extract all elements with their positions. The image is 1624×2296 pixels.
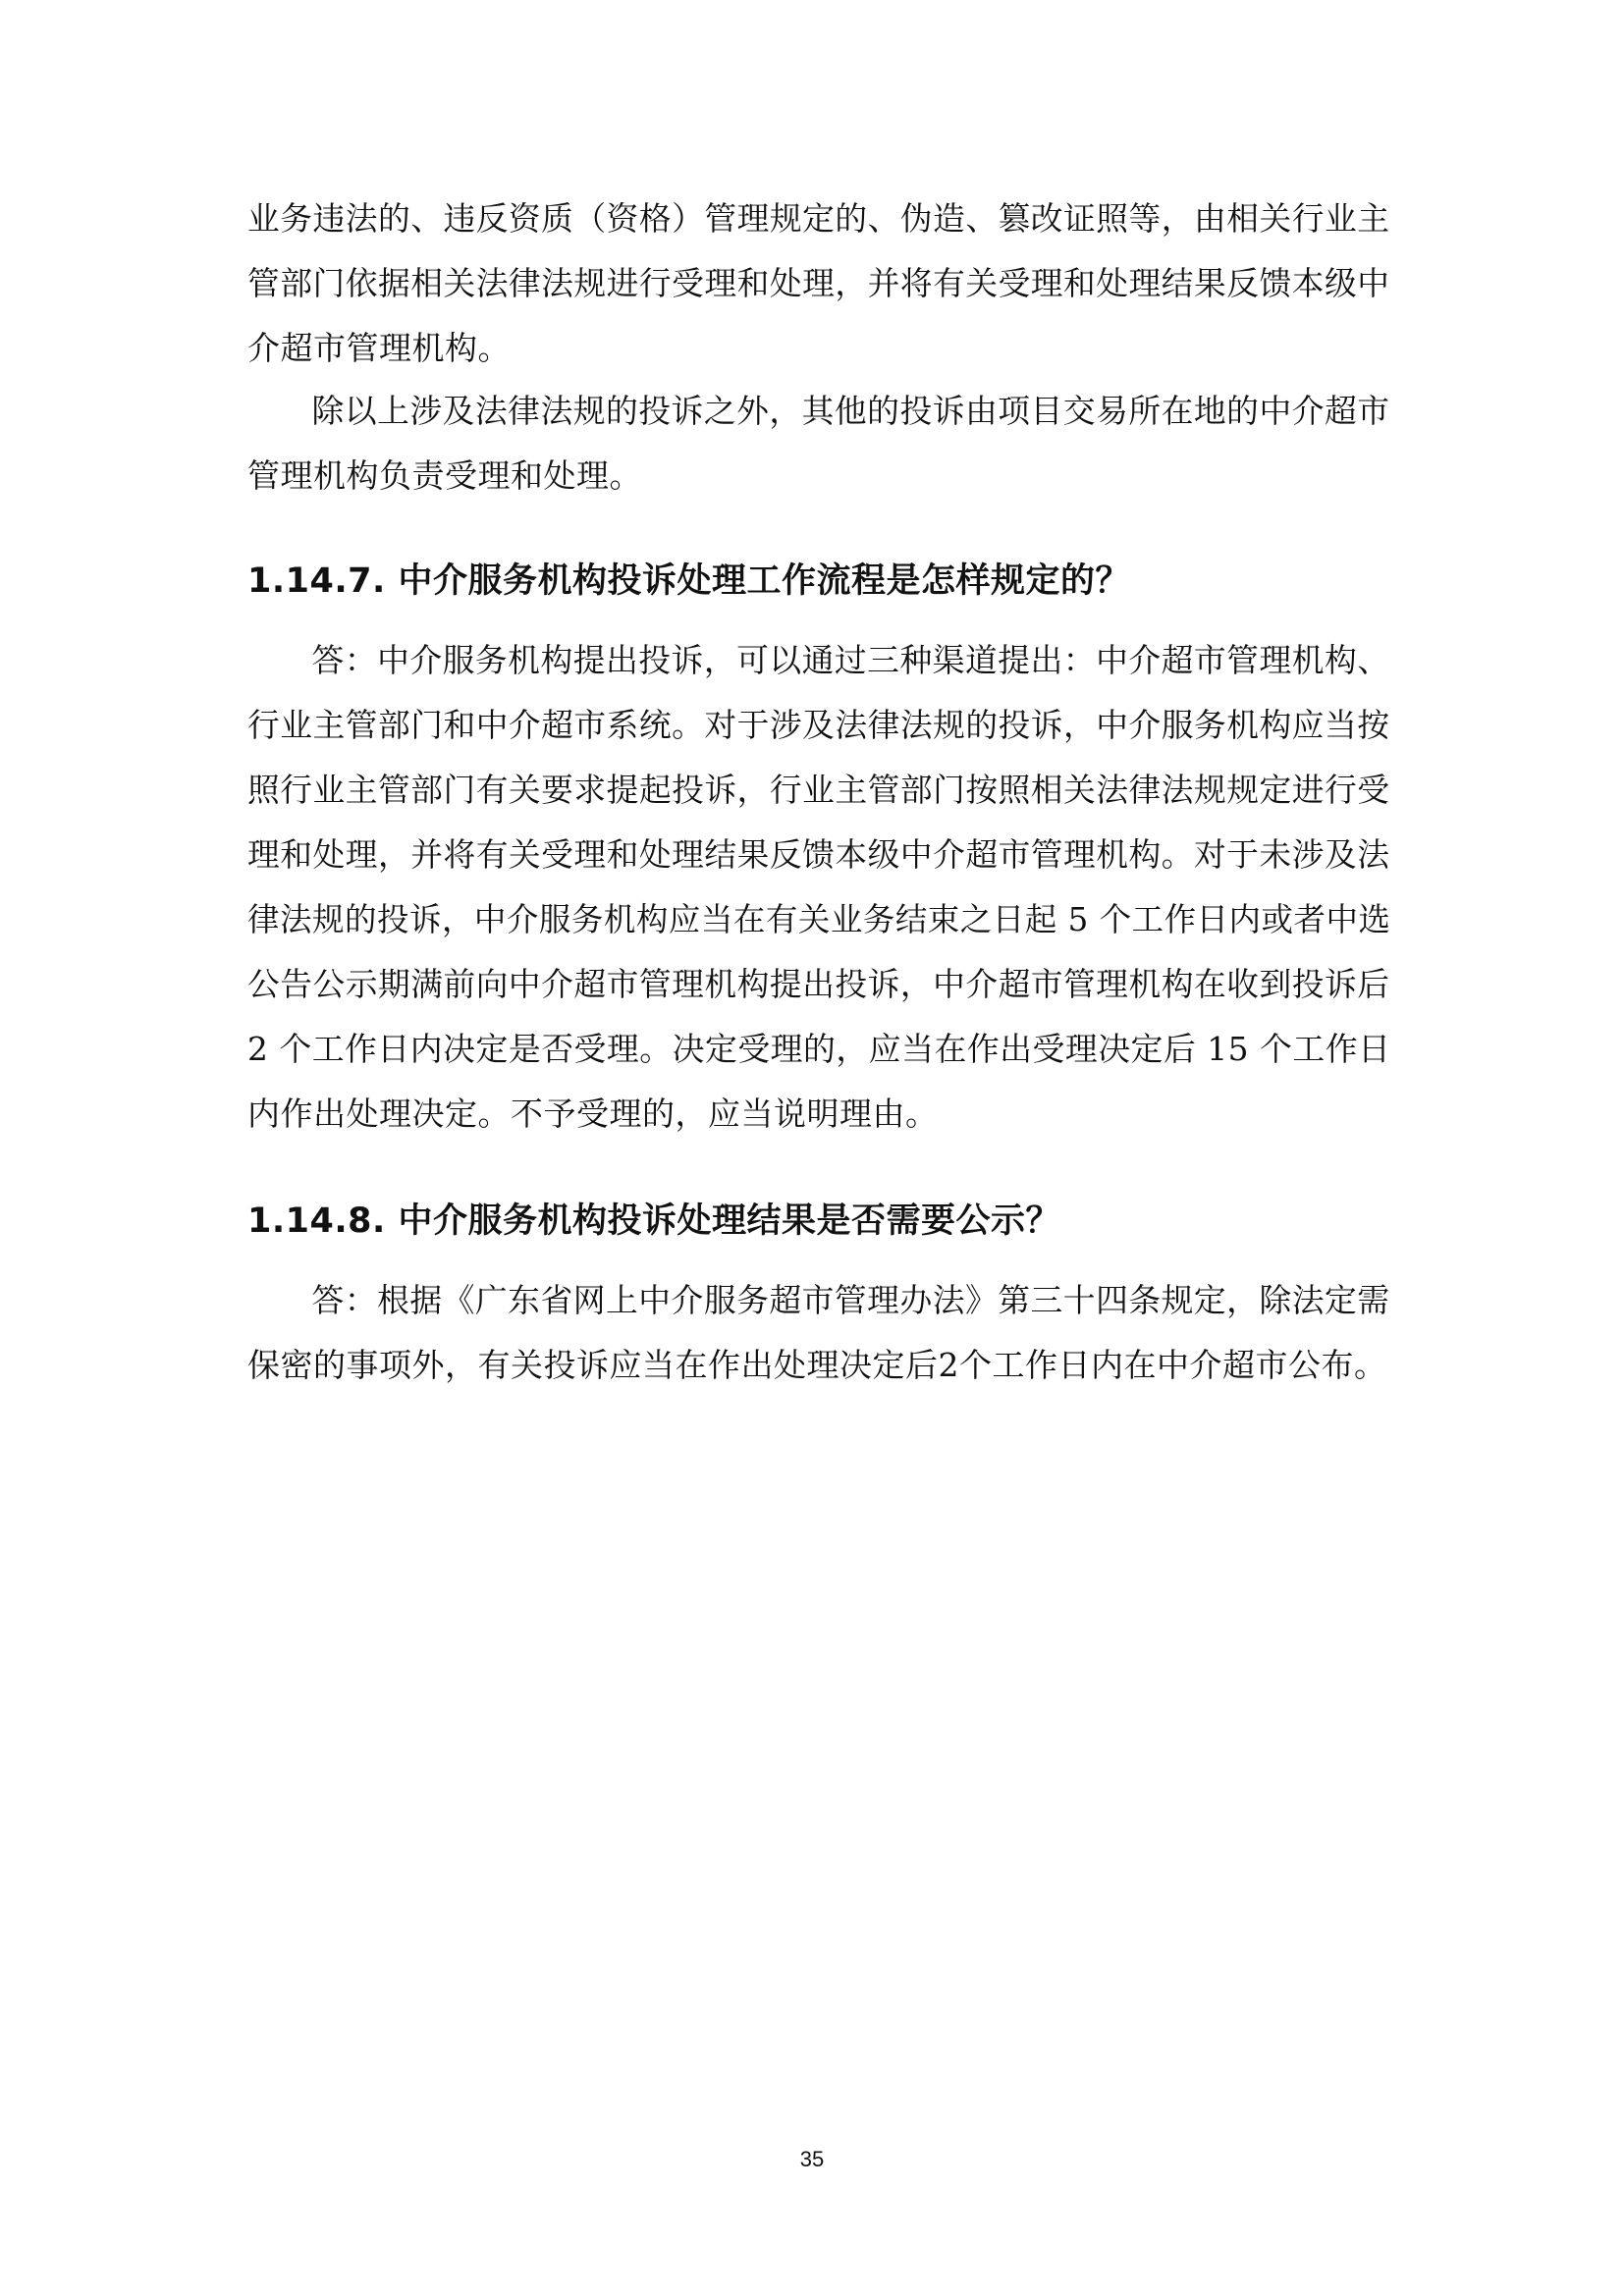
text-line: 行业主管部门和中介超市系统。对于涉及法律法规的投诉，中介服务机构应当按 bbox=[247, 706, 1390, 744]
paragraph-answer-publicity bbox=[247, 1268, 1390, 1398]
text-line: 业务违法的、违反资质（资格）管理规定的、伪造、篡改证照等，由相关行业主 bbox=[247, 199, 1390, 238]
text-line: 答：中介服务机构提出投诉，可以通过三种渠道提出：中介超市管理机构、 bbox=[311, 641, 1390, 679]
text-line: 管部门依据相关法律法规进行受理和处理，并将有关受理和处理结果反馈本级中 bbox=[247, 264, 1390, 302]
text-line: 照行业主管部门有关要求提起投诉，行业主管部门按照相关法律法规规定进行受 bbox=[247, 771, 1390, 809]
paragraph-continuation bbox=[247, 187, 1390, 381]
paragraph-other-complaints bbox=[247, 379, 1390, 508]
text-line: 管理机构负责受理和处理。 bbox=[247, 456, 642, 495]
text-line: 内作出处理决定。不予受理的，应当说明理由。 bbox=[247, 1095, 939, 1133]
section-heading-1-14-7: 1.14.7. 中介服务机构投诉处理工作流程是怎样规定的？ bbox=[247, 561, 1130, 601]
text-line: 保密的事项外，有关投诉应当在作出处理决定后2个工作日内在中介超市公布。 bbox=[247, 1346, 1387, 1384]
text-line: 理和处理，并将有关受理和处理结果反馈本级中介超市管理机构。对于未涉及法 bbox=[247, 835, 1390, 874]
text-line: 除以上涉及法律法规的投诉之外，其他的投诉由项目交易所在地的中介超市 bbox=[311, 392, 1390, 430]
section-heading-1-14-8: 1.14.8. 中介服务机构投诉处理结果是否需要公示？ bbox=[247, 1201, 1060, 1241]
paragraph-answer-process bbox=[247, 628, 1390, 1147]
text-line: 2 个工作日内决定是否受理。决定受理的，应当在作出受理决定后 15 个工作日 bbox=[247, 1030, 1391, 1068]
page-number: 35 bbox=[799, 2147, 825, 2171]
text-line: 介超市管理机构。 bbox=[247, 329, 511, 367]
text-line: 公告公示期满前向中介超市管理机构提出投诉，中介超市管理机构在收到投诉后 bbox=[247, 965, 1390, 1003]
text-line: 答：根据《广东省网上中介服务超市管理办法》第三十四条规定，除法定需 bbox=[311, 1281, 1390, 1319]
text-line: 律法规的投诉，中介服务机构应当在有关业务结束之日起 5 个工作日内或者中选 bbox=[247, 900, 1391, 938]
